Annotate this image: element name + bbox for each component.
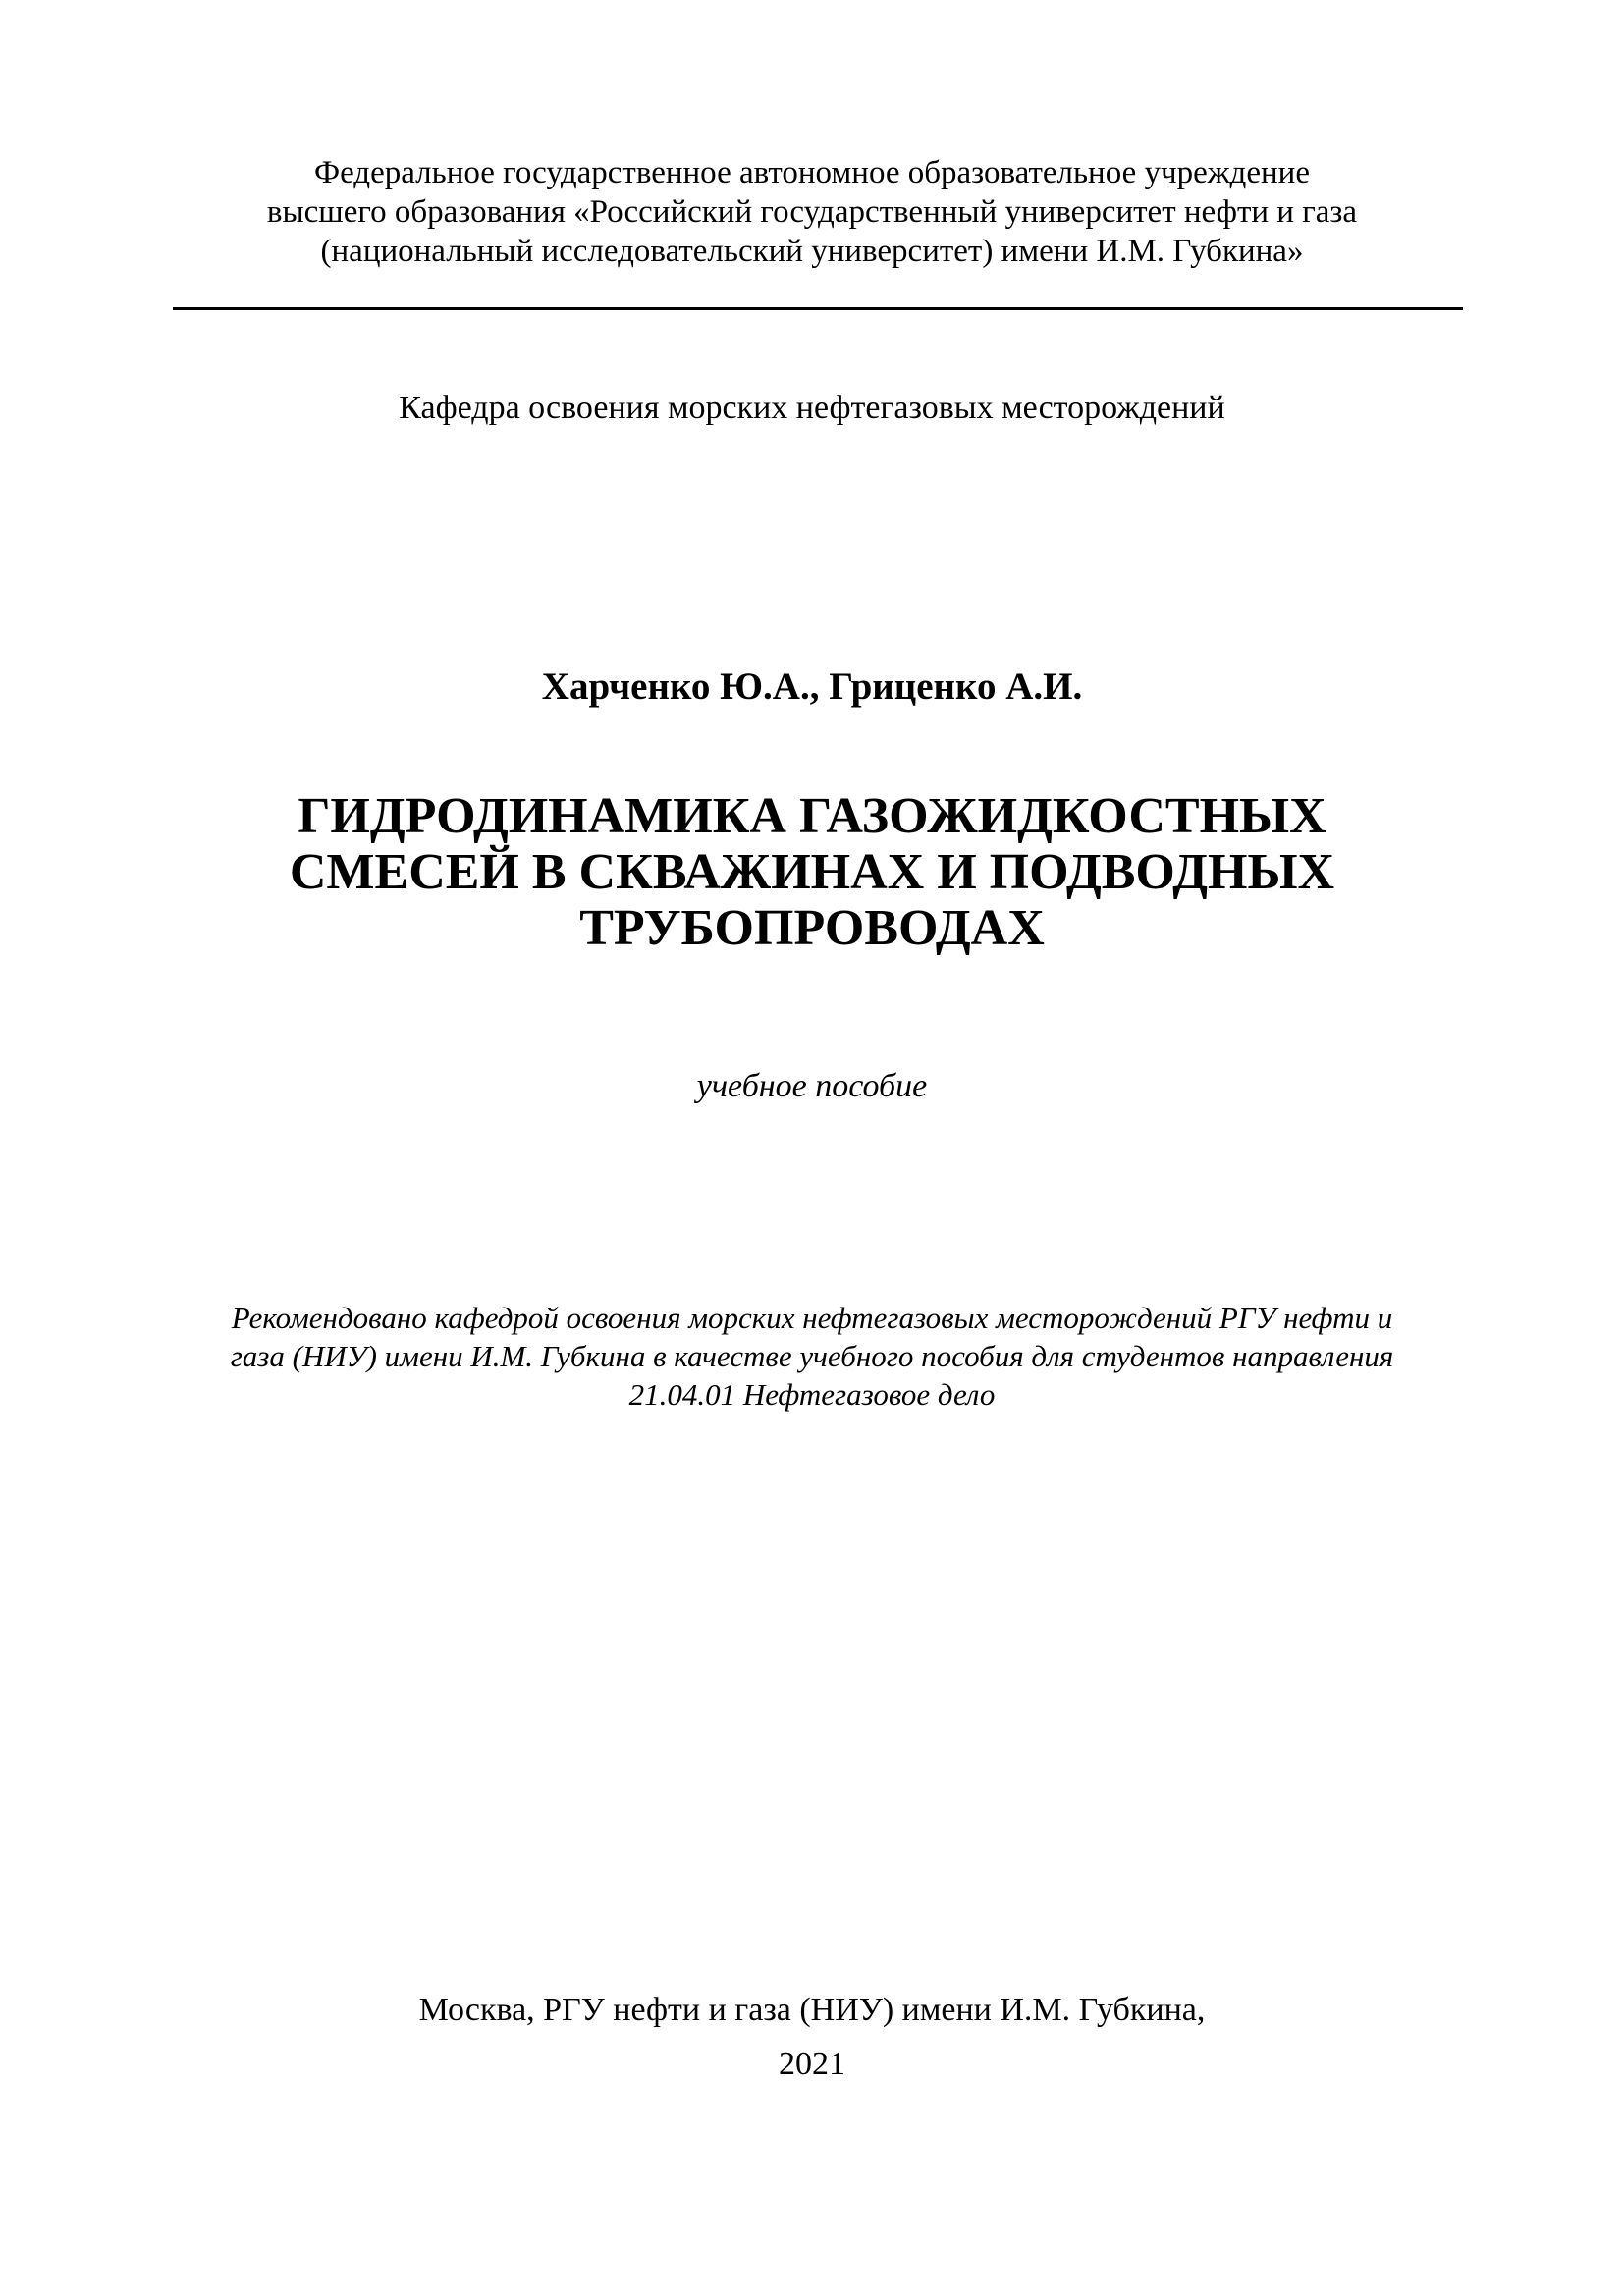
recommendation-line-1: Рекомендовано кафедрой освоения морских нефтегазовых месторождений РГУ нефти и (231, 1301, 1393, 1335)
title-line-1: ГИДРОДИНАМИКА ГАЗОЖИДКОСТНЫХ (298, 788, 1326, 844)
imprint (0, 1983, 1624, 2091)
authors-names: Харченко Ю.А., Гриценко А.И. (541, 666, 1083, 708)
institution-header (0, 153, 1624, 271)
department (0, 388, 1624, 429)
recommendation-line-2: газа (НИУ) имени И.М. Губкина в качестве учебного пособия для студентов направления (230, 1339, 1394, 1373)
institution-line-1: Федеральное государственное автономное образовательное учреждение (314, 155, 1310, 190)
imprint-place-publisher: Москва, РГУ нефти и газа (НИУ) имени И.М. Губкина, (418, 1992, 1206, 2028)
publication-type (0, 1066, 1624, 1107)
title-line-2: СМЕСЕЙ В СКВАЖИНАХ И ПОДВОДНЫХ (289, 844, 1335, 900)
publication-type-text: учебное пособие (696, 1068, 928, 1104)
authors (0, 665, 1624, 710)
department-name: Кафедра освоения морских нефтегазовых месторождений (399, 390, 1225, 426)
recommendation-line-3: 21.04.01 Нефтегазовое дело (628, 1377, 996, 1412)
institution-line-2: высшего образования «Российский государственный университет нефти и газа (266, 194, 1358, 230)
book-title (0, 788, 1624, 956)
recommendation-note (0, 1299, 1624, 1414)
imprint-year: 2021 (779, 2046, 845, 2082)
institution-line-3: (национальный исследовательский университет) имени И.М. Губкина» (320, 234, 1304, 269)
header-divider (173, 307, 1463, 310)
title-line-3: ТРУБОПРОВОДАХ (579, 900, 1045, 956)
